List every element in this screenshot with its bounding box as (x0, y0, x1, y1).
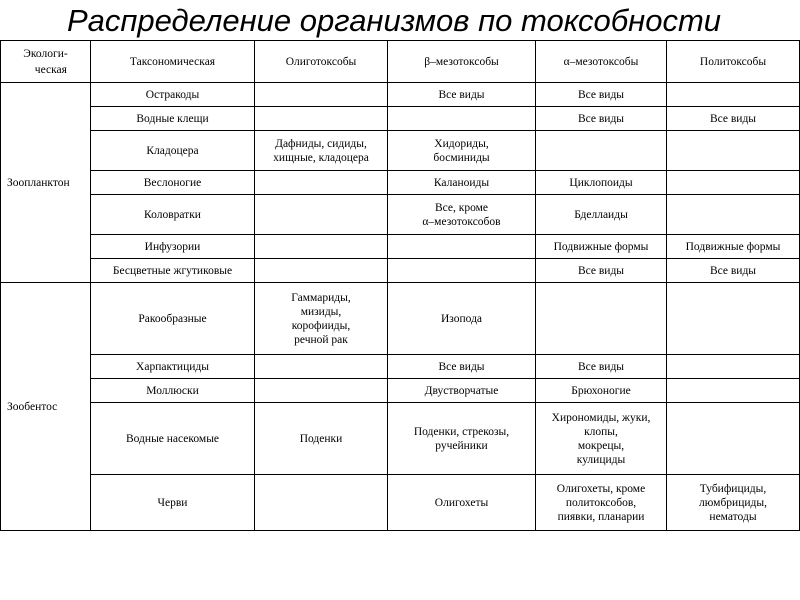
cell-poly (667, 171, 800, 195)
cell-alpha (536, 131, 667, 171)
table-row (1, 235, 800, 259)
cell-beta: Все виды (388, 83, 536, 107)
table-row (1, 83, 800, 107)
cell-oligo (255, 107, 388, 131)
cell-oligo (255, 259, 388, 283)
cell-poly: Подвижные формы (667, 235, 800, 259)
cell-oligo: Поденки (255, 403, 388, 475)
cell-taxonomic: Ракообразные (91, 283, 255, 355)
table-header-row (1, 41, 800, 83)
cell-taxonomic: Бесцветные жгутиковые (91, 259, 255, 283)
table-row (1, 379, 800, 403)
cell-alpha: Брюхоногие (536, 379, 667, 403)
cell-poly (667, 195, 800, 235)
cell-taxonomic: Черви (91, 475, 255, 531)
cell-beta: Хидориды, босминиды (388, 131, 536, 171)
cell-poly (667, 131, 800, 171)
cell-taxonomic: Остракоды (91, 83, 255, 107)
cell-taxonomic: Харпактициды (91, 355, 255, 379)
header-ecological (1, 41, 91, 83)
cell-alpha: Бделлаиды (536, 195, 667, 235)
cell-oligo (255, 195, 388, 235)
cell-poly: Все виды (667, 107, 800, 131)
cell-oligo (255, 235, 388, 259)
cell-beta: Олигохеты (388, 475, 536, 531)
cell-alpha: Подвижные формы (536, 235, 667, 259)
header-ecological-line2: ческая (34, 63, 67, 76)
cell-poly (667, 355, 800, 379)
table-row (1, 475, 800, 531)
cell-beta: Изопода (388, 283, 536, 355)
cell-alpha: Все виды (536, 107, 667, 131)
cell-taxonomic: Инфузории (91, 235, 255, 259)
cell-beta: Каланоиды (388, 171, 536, 195)
table-row (1, 283, 800, 355)
group-zooplankton: Зоопланктон (1, 83, 91, 283)
cell-poly (667, 379, 800, 403)
cell-beta: Двустворчатые (388, 379, 536, 403)
cell-taxonomic: Водные насекомые (91, 403, 255, 475)
cell-oligo (255, 171, 388, 195)
table-row (1, 403, 800, 475)
table-row (1, 195, 800, 235)
cell-oligo (255, 475, 388, 531)
group-zoobenthos: Зообентос (1, 283, 91, 531)
cell-beta: Все, кроме α–мезотоксобов (388, 195, 536, 235)
toxicity-table (0, 40, 800, 531)
cell-oligo: Гаммариды, мизиды, корофииды, речной рак (255, 283, 388, 355)
header-alpha-mesotoxobes: α–мезотоксобы (536, 41, 667, 83)
cell-poly (667, 83, 800, 107)
cell-taxonomic: Веслоногие (91, 171, 255, 195)
cell-taxonomic: Кладоцера (91, 131, 255, 171)
cell-beta (388, 107, 536, 131)
table-row (1, 131, 800, 171)
header-taxonomic: Таксономическая (91, 41, 255, 83)
cell-beta: Все виды (388, 355, 536, 379)
page-title: Распределение организмов по токсобности (66, 3, 722, 38)
header-oligotoxobes: Олиготоксобы (255, 41, 388, 83)
table-row (1, 171, 800, 195)
cell-poly (667, 403, 800, 475)
cell-taxonomic: Коловратки (91, 195, 255, 235)
cell-poly: Тубифициды, люмбрициды, нематоды (667, 475, 800, 531)
table-row (1, 355, 800, 379)
cell-alpha: Все виды (536, 83, 667, 107)
cell-alpha: Все виды (536, 259, 667, 283)
cell-alpha: Все виды (536, 355, 667, 379)
cell-beta (388, 259, 536, 283)
cell-beta: Поденки, стрекозы, ручейники (388, 403, 536, 475)
header-polytoxobes: Политоксобы (667, 41, 800, 83)
table-row (1, 107, 800, 131)
header-ecological-line1: Экологи- (23, 47, 68, 60)
cell-oligo (255, 379, 388, 403)
cell-alpha: Хирономиды, жуки, клопы, мокрецы, кулициды (536, 403, 667, 475)
table-row (1, 259, 800, 283)
cell-poly: Все виды (667, 259, 800, 283)
cell-alpha: Олигохеты, кроме политоксобов, пиявки, планарии (536, 475, 667, 531)
cell-poly (667, 283, 800, 355)
cell-taxonomic: Моллюски (91, 379, 255, 403)
cell-oligo (255, 83, 388, 107)
cell-oligo (255, 355, 388, 379)
cell-alpha (536, 283, 667, 355)
cell-oligo: Дафниды, сидиды, хищные, кладоцера (255, 131, 388, 171)
cell-beta (388, 235, 536, 259)
header-beta-mesotoxobes: β–мезотоксобы (388, 41, 536, 83)
cell-alpha: Циклопоиды (536, 171, 667, 195)
cell-taxonomic: Водные клещи (91, 107, 255, 131)
